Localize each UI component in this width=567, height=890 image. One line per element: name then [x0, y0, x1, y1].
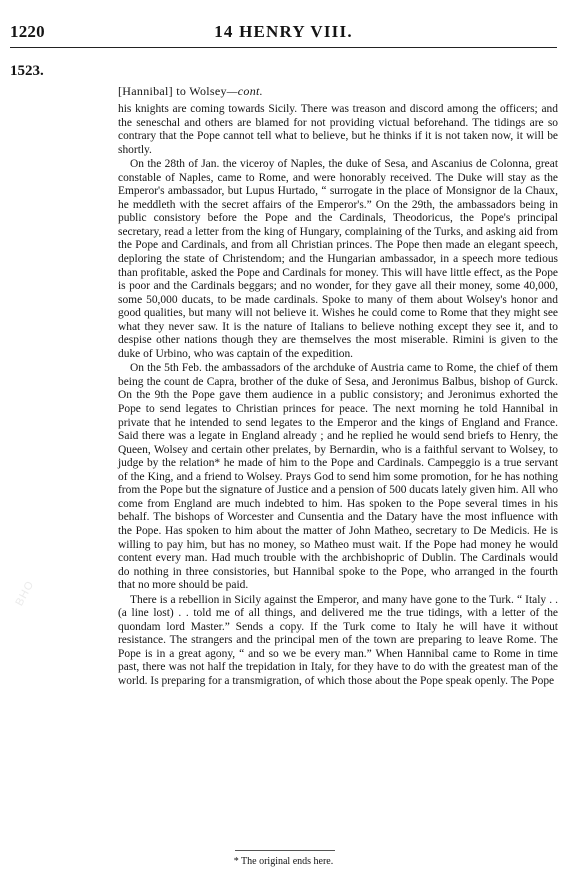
entry-heading-continued: —cont.	[226, 84, 263, 98]
footnote: * The original ends here.	[233, 856, 334, 867]
header-rule	[10, 47, 557, 48]
entry-heading	[118, 84, 263, 99]
letter-body	[118, 103, 558, 690]
margin-year: 1523.	[10, 63, 44, 79]
footnote-rule	[235, 850, 335, 851]
watermark-logo: BHO	[13, 578, 37, 609]
paragraph: his knights are coming towards Sicily. There was treason and discord among the officers; and the seneschal and others are blamed for not providing victual beforehand. The tidings are so contrary that the Pope cannot tell what to believe, but he thinks if it is not taken now, it will be shortly.	[118, 103, 558, 156]
running-head: 14 HENRY VIII.	[214, 22, 353, 41]
entry-heading-title: [Hannibal] to Wolsey	[118, 84, 227, 98]
paragraph: On the 5th Feb. the ambassadors of the archduke of Austria came to Rome, the chief of them being the count de Capra, brother of the duke of Sesa, and Jeronimus Balbus, bishop of Gurck. On the 9th the Pope gave them audience in a public consistory; and Jeronimus exhorted the Pope to send legates to Christian princes for peace. The next morning he told Hannibal in private that he intended to send legates to the Emperor and the kings of England and France. Said there was a legate in England already ; and he replied he would send briefs to Henry, the Queen, Wolsey and certain other prelates, by Bernardin, who is a faithful servant to Wolsey, to judge by the relation* he made of him to the Pope and Cardinals. Campeggio is a true servant of the King, and a friend to Wolsey. Prays God to send him some promotion, for he has nothing from the Pope but the signature of Justice and a pension of 500 ducats lately given him. All who come from England are much indebted to him. Has spoken to the Pope several times in his behalf. The bishops of Worcester and Cunsentia and the Datary have the most influence with the Pope. Has spoken to him about the matter of John Matheo, secretary to De Medicis. He is willing to pay him, but has no money, so Matheo must wait. If the Pope had money he would content every man. Had much trouble with the archbishopric of Dublin. The Cardinals would do nothing in three consistories, but Hannibal spoke to the Pope, who arranged in the fourth that no more should be paid.	[118, 362, 558, 592]
paragraph: On the 28th of Jan. the viceroy of Naples, the duke of Sesa, and Ascanius de Colonna, great constable of Naples, came to Rome, and were honorably received. The Duke will stay as the Emperor's ambassador, but Lupus Hurtado, “ surrogate in the place of Monsignor de la Chaux, he meddleth with the secret affairs of the Emperor's.” On the 29th, the ambassadors being in public consistory before the Pope and the Cardinals, Theodoricus, the Pope's principal secretary, read a letter from the king of Hungary, complaining of the Turks, and asking aid from the Pope and Cardinals, and from all Christian princes. The Pope then made an elegant speech, deploring the state of Christendom; and the Hungarian ambassador, in a speech more tedious than profitable, asked the Pope and Cardinals for money. This will have little effect, as the Pope is poor and the Cardinals beggars; and no wonder, for they gave all their money, some 40,000, some 50,000 ducats, to be made cardinals. Spoke to many of them about Wolsey's honor and good qualities, but many will not believe it. Wishes he could come to Rome that they might see what they never saw. It is the nature of Italians to believe nothing except they see it, and to despise other nations though they are themselves the most miserable. Rimini is given to the duke of Urbino, who was captain of the expedition.	[118, 158, 558, 360]
page-number: 1220	[10, 22, 45, 41]
paragraph: There is a rebellion in Sicily against the Emperor, and many have gone to the Turk. “ Italy . . (a line lost) . . told me of all things, and delivered me the true tidings, with a letter of the quondam lord Master.” Sends a copy. If the Turk come to Italy he will have it without resistance. The strangers and the principal men of the town are preparing to leave Rome. The Pope is in a great agony, “ and so we be every man.” When Hannibal came to Rome in time past, there was not half the trepidation in Italy, for they have to do with the greatest man of the world. Is preparing for a transmigration, of which those about the Pope speak openly. The Pope	[118, 593, 558, 687]
